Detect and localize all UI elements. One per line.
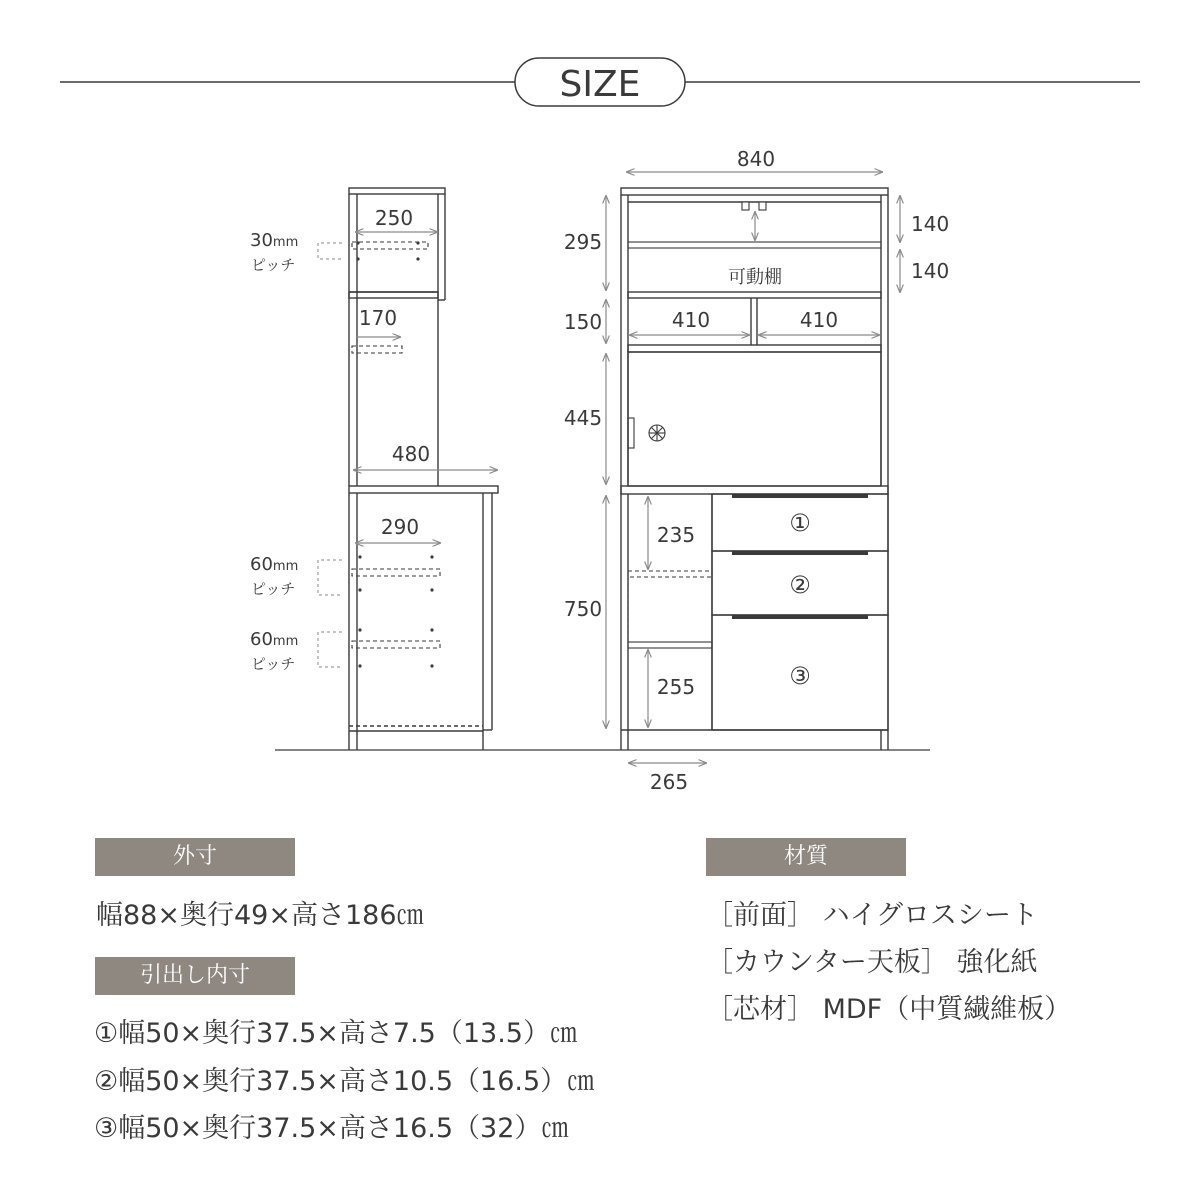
drawer-1-label: ① xyxy=(789,509,811,537)
dim-290: 290 xyxy=(380,515,420,539)
material-header: 材質 xyxy=(706,838,906,876)
dim-255: 255 xyxy=(656,675,696,699)
side-view xyxy=(349,188,498,750)
drawer-inner-1: ①幅50×奥行37.5×高さ7.5（13.5）㎝ xyxy=(94,1018,577,1049)
title-header xyxy=(60,58,1140,106)
side-dim-arrows xyxy=(354,232,497,543)
hinge-clips xyxy=(742,202,766,210)
dim-840: 840 xyxy=(736,147,776,171)
dim-140-lower: 140 xyxy=(911,259,950,283)
pitch-mid-sub: ピッチ xyxy=(251,580,296,598)
pitch-brackets xyxy=(318,243,342,667)
dim-295: 295 xyxy=(563,230,603,254)
dim-410-right: 410 xyxy=(799,308,839,332)
pitch-low-label: 60mm xyxy=(250,629,299,650)
pitch-low-sub: ピッチ xyxy=(251,655,296,673)
drawer-inner-2: ②幅50×奥行37.5×高さ10.5（16.5）㎝ xyxy=(94,1066,595,1097)
pitch-upper-sub: ピッチ xyxy=(251,256,296,274)
front-dim-arrows xyxy=(606,172,900,763)
dim-170: 170 xyxy=(358,306,398,330)
door-fixtures xyxy=(628,418,665,448)
drawer-2-label: ② xyxy=(789,571,811,599)
material-core: ［芯材］ MDF（中質繊維板） xyxy=(706,994,1072,1025)
page-title: SIZE xyxy=(559,64,641,105)
pitch-upper-label: 30mm xyxy=(250,230,299,251)
dim-250: 250 xyxy=(374,206,414,230)
outer-size-value: 幅88×奥行49×高さ186㎝ xyxy=(96,900,424,931)
drawer-inner-3: ③幅50×奥行37.5×高さ16.5（32）㎝ xyxy=(94,1113,569,1144)
dim-265: 265 xyxy=(649,770,689,794)
dim-150: 150 xyxy=(563,310,603,334)
material-front: ［前面］ ハイグロスシート xyxy=(706,900,1039,931)
drawer-inner-header: 引出し内寸 xyxy=(95,957,295,995)
material-counter: ［カウンター天板］ 強化紙 xyxy=(706,947,1038,978)
pitch-mid-label: 60mm xyxy=(250,554,299,575)
dim-140-upper: 140 xyxy=(911,212,950,236)
side-texts xyxy=(250,206,430,673)
dim-480: 480 xyxy=(391,442,431,466)
movable-shelf-label: 可動棚 xyxy=(728,267,782,288)
dim-235: 235 xyxy=(656,523,696,547)
outer-size-header: 外寸 xyxy=(95,838,295,876)
lower-open-shelves xyxy=(628,571,712,648)
drawer-3-label: ③ xyxy=(789,662,811,690)
dim-410-left: 410 xyxy=(671,308,711,332)
dim-750: 750 xyxy=(563,597,603,621)
dim-445: 445 xyxy=(563,406,603,430)
